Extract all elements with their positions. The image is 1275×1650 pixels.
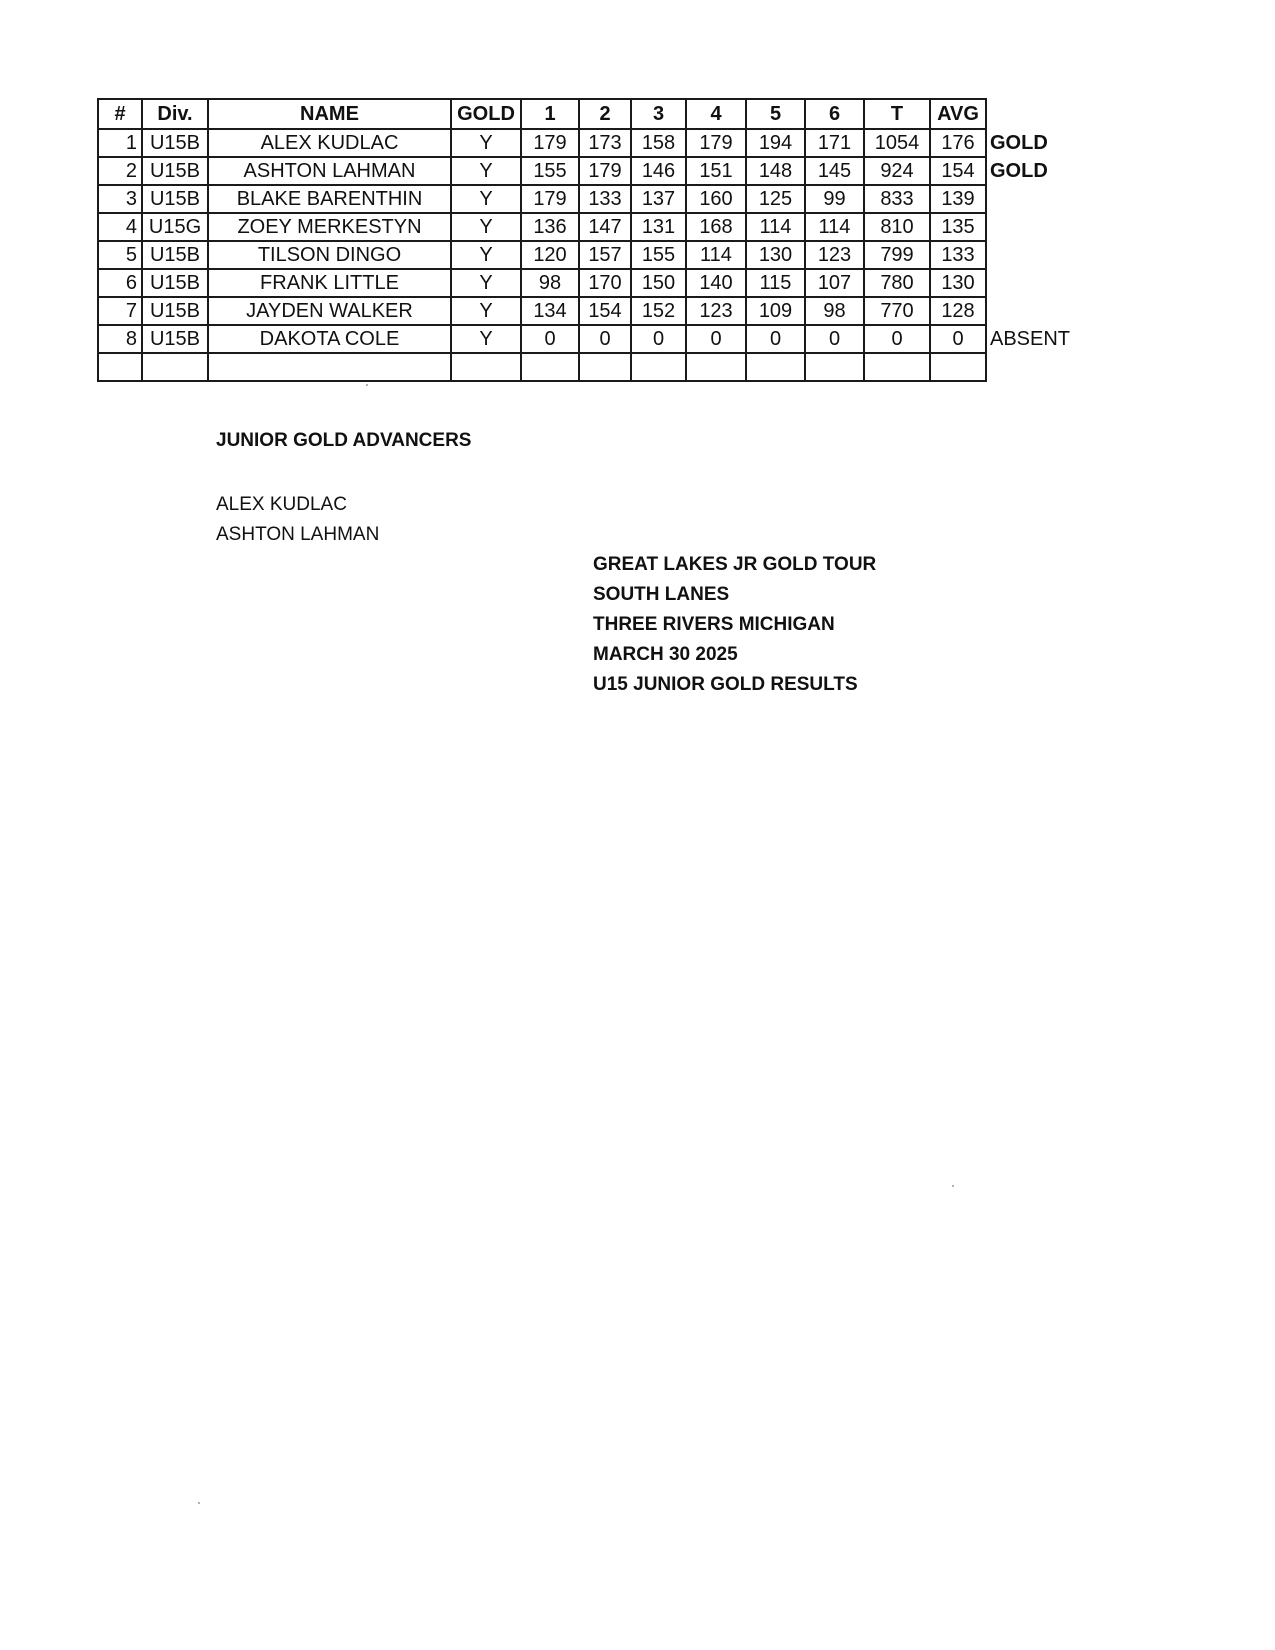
- cell-rank: 3: [98, 185, 142, 213]
- cell-game-3: 150: [631, 269, 686, 297]
- table-row: [98, 157, 1075, 185]
- cell-game-4: 179: [686, 129, 746, 157]
- cell-avg: 139: [930, 185, 986, 213]
- cell-game-1: 120: [521, 241, 579, 269]
- cell-note: [986, 213, 1075, 241]
- cell-total: 770: [864, 297, 930, 325]
- cell-game-6: 145: [805, 157, 864, 185]
- empty-cell: [986, 353, 1075, 381]
- header-cell-game-1: 1: [521, 99, 579, 129]
- cell-div: U15B: [142, 129, 208, 157]
- empty-cell: [805, 353, 864, 381]
- cell-div: U15B: [142, 157, 208, 185]
- cell-game-3: 131: [631, 213, 686, 241]
- scan-speck: [198, 1502, 200, 1504]
- empty-cell: [98, 353, 142, 381]
- cell-name: BLAKE BARENTHIN: [208, 185, 451, 213]
- table-row: [98, 297, 1075, 325]
- cell-div: U15B: [142, 269, 208, 297]
- table-row-empty: [98, 353, 1075, 381]
- table-row: [98, 325, 1075, 353]
- cell-rank: 7: [98, 297, 142, 325]
- cell-total: 0: [864, 325, 930, 353]
- cell-game-2: 0: [579, 325, 631, 353]
- empty-cell: [451, 353, 521, 381]
- header-cell-total: T: [864, 99, 930, 129]
- cell-note: GOLD: [990, 132, 1048, 154]
- empty-cell: [579, 353, 631, 381]
- cell-note: [986, 241, 1075, 269]
- cell-gold: Y: [451, 241, 521, 269]
- cell-game-4: 114: [686, 241, 746, 269]
- cell-game-3: 152: [631, 297, 686, 325]
- results-table: [97, 98, 1076, 382]
- cell-total: 1054: [864, 129, 930, 157]
- cell-game-2: 133: [579, 185, 631, 213]
- cell-game-4: 160: [686, 185, 746, 213]
- advancers-title: JUNIOR GOLD ADVANCERS: [216, 430, 472, 451]
- cell-game-5: 148: [746, 157, 805, 185]
- cell-div: U15B: [142, 185, 208, 213]
- empty-cell: [686, 353, 746, 381]
- cell-game-2: 147: [579, 213, 631, 241]
- cell-rank: 2: [98, 157, 142, 185]
- empty-cell: [142, 353, 208, 381]
- cell-avg: 135: [930, 213, 986, 241]
- cell-game-3: 137: [631, 185, 686, 213]
- header-cell-game-5: 5: [746, 99, 805, 129]
- header-cell-gold: GOLD: [451, 99, 521, 129]
- cell-game-5: 125: [746, 185, 805, 213]
- header-cell-game-4: 4: [686, 99, 746, 129]
- cell-avg: 128: [930, 297, 986, 325]
- cell-name: ZOEY MERKESTYN: [208, 213, 451, 241]
- advancer-name: ALEX KUDLAC: [216, 494, 347, 515]
- cell-game-5: 115: [746, 269, 805, 297]
- cell-gold: Y: [451, 269, 521, 297]
- cell-avg: 133: [930, 241, 986, 269]
- table-row: [98, 129, 1075, 157]
- header-cell-game-2: 2: [579, 99, 631, 129]
- header-row: [98, 99, 1075, 129]
- cell-name: DAKOTA COLE: [208, 325, 451, 353]
- cell-game-6: 0: [805, 325, 864, 353]
- cell-game-4: 140: [686, 269, 746, 297]
- cell-note: ABSENT: [990, 328, 1071, 350]
- cell-rank: 5: [98, 241, 142, 269]
- empty-cell: [521, 353, 579, 381]
- cell-game-2: 179: [579, 157, 631, 185]
- cell-note: [986, 297, 1075, 325]
- cell-total: 833: [864, 185, 930, 213]
- cell-game-2: 154: [579, 297, 631, 325]
- cell-game-5: 194: [746, 129, 805, 157]
- cell-game-6: 98: [805, 297, 864, 325]
- cell-gold: Y: [451, 213, 521, 241]
- cell-note: [986, 269, 1075, 297]
- cell-game-1: 0: [521, 325, 579, 353]
- table-row: [98, 185, 1075, 213]
- cell-rank: 6: [98, 269, 142, 297]
- cell-game-5: 0: [746, 325, 805, 353]
- cell-rank: 1: [98, 129, 142, 157]
- cell-game-3: 146: [631, 157, 686, 185]
- cell-game-1: 136: [521, 213, 579, 241]
- cell-game-2: 170: [579, 269, 631, 297]
- event-info: [593, 550, 876, 700]
- cell-avg: 154: [930, 157, 986, 185]
- empty-cell: [631, 353, 686, 381]
- cell-game-2: 157: [579, 241, 631, 269]
- header-cell-rank: #: [98, 99, 142, 129]
- cell-game-1: 134: [521, 297, 579, 325]
- cell-rank: 4: [98, 213, 142, 241]
- cell-avg: 0: [930, 325, 986, 353]
- cell-game-6: 107: [805, 269, 864, 297]
- cell-rank: 8: [98, 325, 142, 353]
- cell-game-6: 99: [805, 185, 864, 213]
- header-cell-note: [986, 99, 1075, 129]
- cell-div: U15B: [142, 297, 208, 325]
- cell-gold: Y: [451, 157, 521, 185]
- header-cell-avg: AVG: [930, 99, 986, 129]
- cell-game-3: 155: [631, 241, 686, 269]
- advancers-list: [216, 490, 379, 550]
- cell-game-5: 109: [746, 297, 805, 325]
- cell-game-2: 173: [579, 129, 631, 157]
- cell-game-6: 123: [805, 241, 864, 269]
- cell-game-1: 155: [521, 157, 579, 185]
- header-cell-name: NAME: [208, 99, 451, 129]
- header-cell-game-6: 6: [805, 99, 864, 129]
- table-row: [98, 213, 1075, 241]
- cell-game-4: 0: [686, 325, 746, 353]
- cell-game-3: 0: [631, 325, 686, 353]
- table-row: [98, 269, 1075, 297]
- cell-total: 799: [864, 241, 930, 269]
- cell-game-4: 151: [686, 157, 746, 185]
- cell-game-1: 179: [521, 185, 579, 213]
- cell-game-4: 123: [686, 297, 746, 325]
- cell-game-6: 114: [805, 213, 864, 241]
- cell-note: [986, 185, 1075, 213]
- cell-avg: 176: [930, 129, 986, 157]
- event-location: THREE RIVERS MICHIGAN: [593, 614, 835, 635]
- cell-game-3: 158: [631, 129, 686, 157]
- scan-speck: [366, 384, 368, 386]
- cell-game-5: 114: [746, 213, 805, 241]
- cell-avg: 130: [930, 269, 986, 297]
- advancer-name: ASHTON LAHMAN: [216, 524, 380, 545]
- cell-gold: Y: [451, 297, 521, 325]
- cell-game-4: 168: [686, 213, 746, 241]
- cell-div: U15B: [142, 241, 208, 269]
- cell-name: FRANK LITTLE: [208, 269, 451, 297]
- event-venue: SOUTH LANES: [593, 584, 730, 605]
- cell-gold: Y: [451, 185, 521, 213]
- cell-name: ALEX KUDLAC: [208, 129, 451, 157]
- cell-div: U15B: [142, 325, 208, 353]
- cell-total: 810: [864, 213, 930, 241]
- table-row: [98, 241, 1075, 269]
- empty-cell: [864, 353, 930, 381]
- cell-name: TILSON DINGO: [208, 241, 451, 269]
- empty-cell: [746, 353, 805, 381]
- scan-speck: [952, 1185, 954, 1187]
- cell-game-5: 130: [746, 241, 805, 269]
- event-tour-name: GREAT LAKES JR GOLD TOUR: [593, 554, 877, 575]
- cell-game-1: 179: [521, 129, 579, 157]
- cell-game-6: 171: [805, 129, 864, 157]
- event-results-title: U15 JUNIOR GOLD RESULTS: [593, 674, 858, 695]
- empty-cell: [930, 353, 986, 381]
- cell-total: 780: [864, 269, 930, 297]
- cell-name: ASHTON LAHMAN: [208, 157, 451, 185]
- cell-total: 924: [864, 157, 930, 185]
- cell-gold: Y: [451, 129, 521, 157]
- header-cell-game-3: 3: [631, 99, 686, 129]
- empty-cell: [208, 353, 451, 381]
- cell-div: U15G: [142, 213, 208, 241]
- cell-note: GOLD: [990, 160, 1048, 182]
- header-cell-div: Div.: [142, 99, 208, 129]
- cell-game-1: 98: [521, 269, 579, 297]
- cell-name: JAYDEN WALKER: [208, 297, 451, 325]
- event-date: MARCH 30 2025: [593, 644, 738, 665]
- cell-gold: Y: [451, 325, 521, 353]
